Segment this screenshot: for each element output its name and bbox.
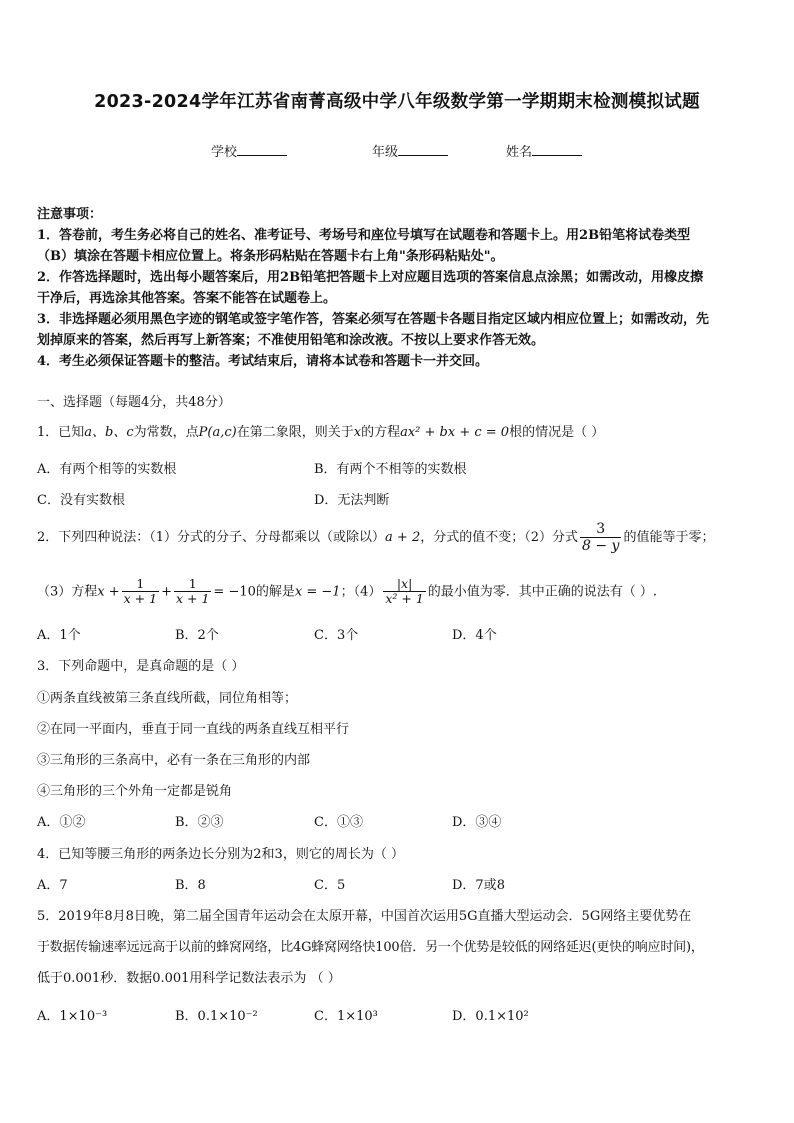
note-line: 4．考生必须保证答题卡的整洁。考试结束后，请将本试卷和答题卡一并交回。 [37,354,489,369]
q2-text: 的值能等于零； [623,530,715,546]
q5-option-d: D．0.1×10² [452,1009,529,1024]
q3-statement: ②在同一平面内，垂直于同一直线的两条直线互相平行 [37,722,350,737]
q2-option-b: B．2个 [175,628,219,643]
question-1-stem [37,421,604,440]
q1-text: 1．已知 [37,425,85,440]
note-line: 干净后，再选涂其他答案。答案不能答在试题卷上。 [37,291,337,306]
note-line: 2．作答选择题时，选出每小题答案后，用2B铅笔把答题卡上对应题目选项的答案信息点涂黑；如需改动，用橡皮擦 [37,270,704,285]
question-2-stem-line2 [37,577,657,607]
q1-text: 在第二象限，则关于 [236,425,354,440]
q2-text: 的解是 [255,584,295,600]
q1-abc: a、b、c [84,425,134,440]
name-field [506,141,582,160]
question-2-stem-line1 [37,521,714,554]
q2-text: （3）方程 [37,584,98,600]
note-line: （B）填涂在答题卡相应位置上。将条形码粘贴在答题卡右上角"条形码粘贴处"。 [37,249,504,264]
q2-expr: = −10 [213,584,256,600]
school-blank [237,143,287,156]
q4-option-b: B．8 [175,878,206,893]
q1-text: 根的情况是（ ） [509,425,605,440]
question-5-stem-line: 5．2019年8月8日晚，第二届全国青年运动会在太原开幕，中国首次运用5G直播大型运动会．5G网络主要优势在 [37,909,692,924]
q1-option-d: D．无法判断 [314,493,390,508]
note-line: 1．答卷前，考生务必将自己的姓名、准考证号、考场号和座位号填写在试题卷和答题卡上。用2B铅笔将试卷类型 [37,228,691,243]
fraction-numerator: 1 [174,577,211,592]
question-4-stem: 4．已知等腰三角形的两条边长分别为2和3，则它的周长为（ ） [37,847,404,862]
note-line: 3．非选择题必须用黑色字迹的钢笔或签字笔作答，答案必须写在答题卡各题目指定区域内相应位置上；如需改动，先 [37,312,710,327]
q2-fraction [383,577,425,607]
q3-option-c: C．①③ [314,815,363,830]
q2-text: 2．下列四种说法：（1）分式的分子、分母都乘以（或除以） [37,530,386,546]
grade-blank [398,143,448,156]
name-label: 姓名 [506,145,533,160]
grade-field [372,141,448,160]
fraction-denominator: 8 − y [582,538,620,555]
q2-text: ；（4） [340,584,382,600]
q1-equation: ax² + bx + c = 0 [400,425,510,440]
school-field [211,141,287,160]
q2-fraction [174,577,211,607]
q1-text: 的方程 [361,425,401,440]
q1-option-a: A．有两个相等的实数根 [37,462,177,477]
fraction-numerator: 3 [580,521,621,538]
q2-option-d: D．4个 [452,628,497,643]
q2-expr: x = −1 [294,584,341,600]
q1-option-b: B．有两个不相等的实数根 [314,462,467,477]
q5-option-a: A．1×10⁻³ [37,1009,108,1024]
question-5-stem-line: 于数据传输速率远远高于以前的蜂窝网络，比4G蜂窝网络快100倍．另一个优势是较低的网络延迟(更快的响应时间)， [37,940,704,955]
q4-option-a: A．7 [37,878,68,893]
notes-heading: 注意事项： [37,207,103,222]
q1-option-c: C．没有实数根 [37,493,125,508]
q2-text: ，分式的值不变；（2）分式 [420,530,579,546]
q3-statement: ④三角形的三个外角一定都是锐角 [37,784,233,799]
question-3-stem: 3．下列命题中，是真命题的是（ ） [37,659,245,674]
q3-option-a: A．①② [37,815,86,830]
exam-title: 2023-2024学年江苏省南菁高级中学八年级数学第一学期期末检测模拟试题 [94,92,700,112]
q2-fraction [122,577,159,607]
q2-fraction [580,521,621,554]
fraction-denominator: x + 1 [175,591,210,607]
fraction-denominator: x² + 1 [385,591,424,607]
school-label: 学校 [211,145,238,160]
question-5-stem-line: 低于0.001秒．数据0.001用科学记数法表示为 （ ） [37,971,341,986]
q2-expr: a + 2 [385,530,421,546]
q1-var: x [353,425,362,440]
q5-option-c: C．1×10³ [314,1009,378,1024]
q1-point: P(a,c) [198,425,237,440]
q2-text: 的最小值为零．其中正确的说法有（ ）. [427,584,658,600]
q2-operator: + [161,584,172,600]
name-blank [532,143,582,156]
section-heading: 一、选择题（每题4分，共48分） [37,395,231,410]
q2-option-a: A．1个 [37,628,81,643]
q3-option-d: D．③④ [452,815,502,830]
fraction-numerator: |x| [383,577,425,592]
fraction-denominator: x + 1 [123,591,158,607]
q4-option-d: D．7或8 [452,878,505,893]
q2-option-c: C．3个 [314,628,359,643]
q2-expr: x + [97,584,120,600]
fraction-numerator: 1 [122,577,159,592]
q1-text: 为常数，点 [133,425,199,440]
note-line: 划掉原来的答案，然后再写上新答案；不准使用铅笔和涂改液。不按以上要求作答无效。 [37,333,545,348]
q5-option-b: B．0.1×10⁻² [175,1009,258,1024]
grade-label: 年级 [372,145,399,160]
q3-statement: ③三角形的三条高中，必有一条在三角形的内部 [37,753,311,768]
q3-option-b: B．②③ [175,815,224,830]
q3-statement: ①两条直线被第三条直线所截，同位角相等； [37,691,298,706]
q4-option-c: C．5 [314,878,346,893]
